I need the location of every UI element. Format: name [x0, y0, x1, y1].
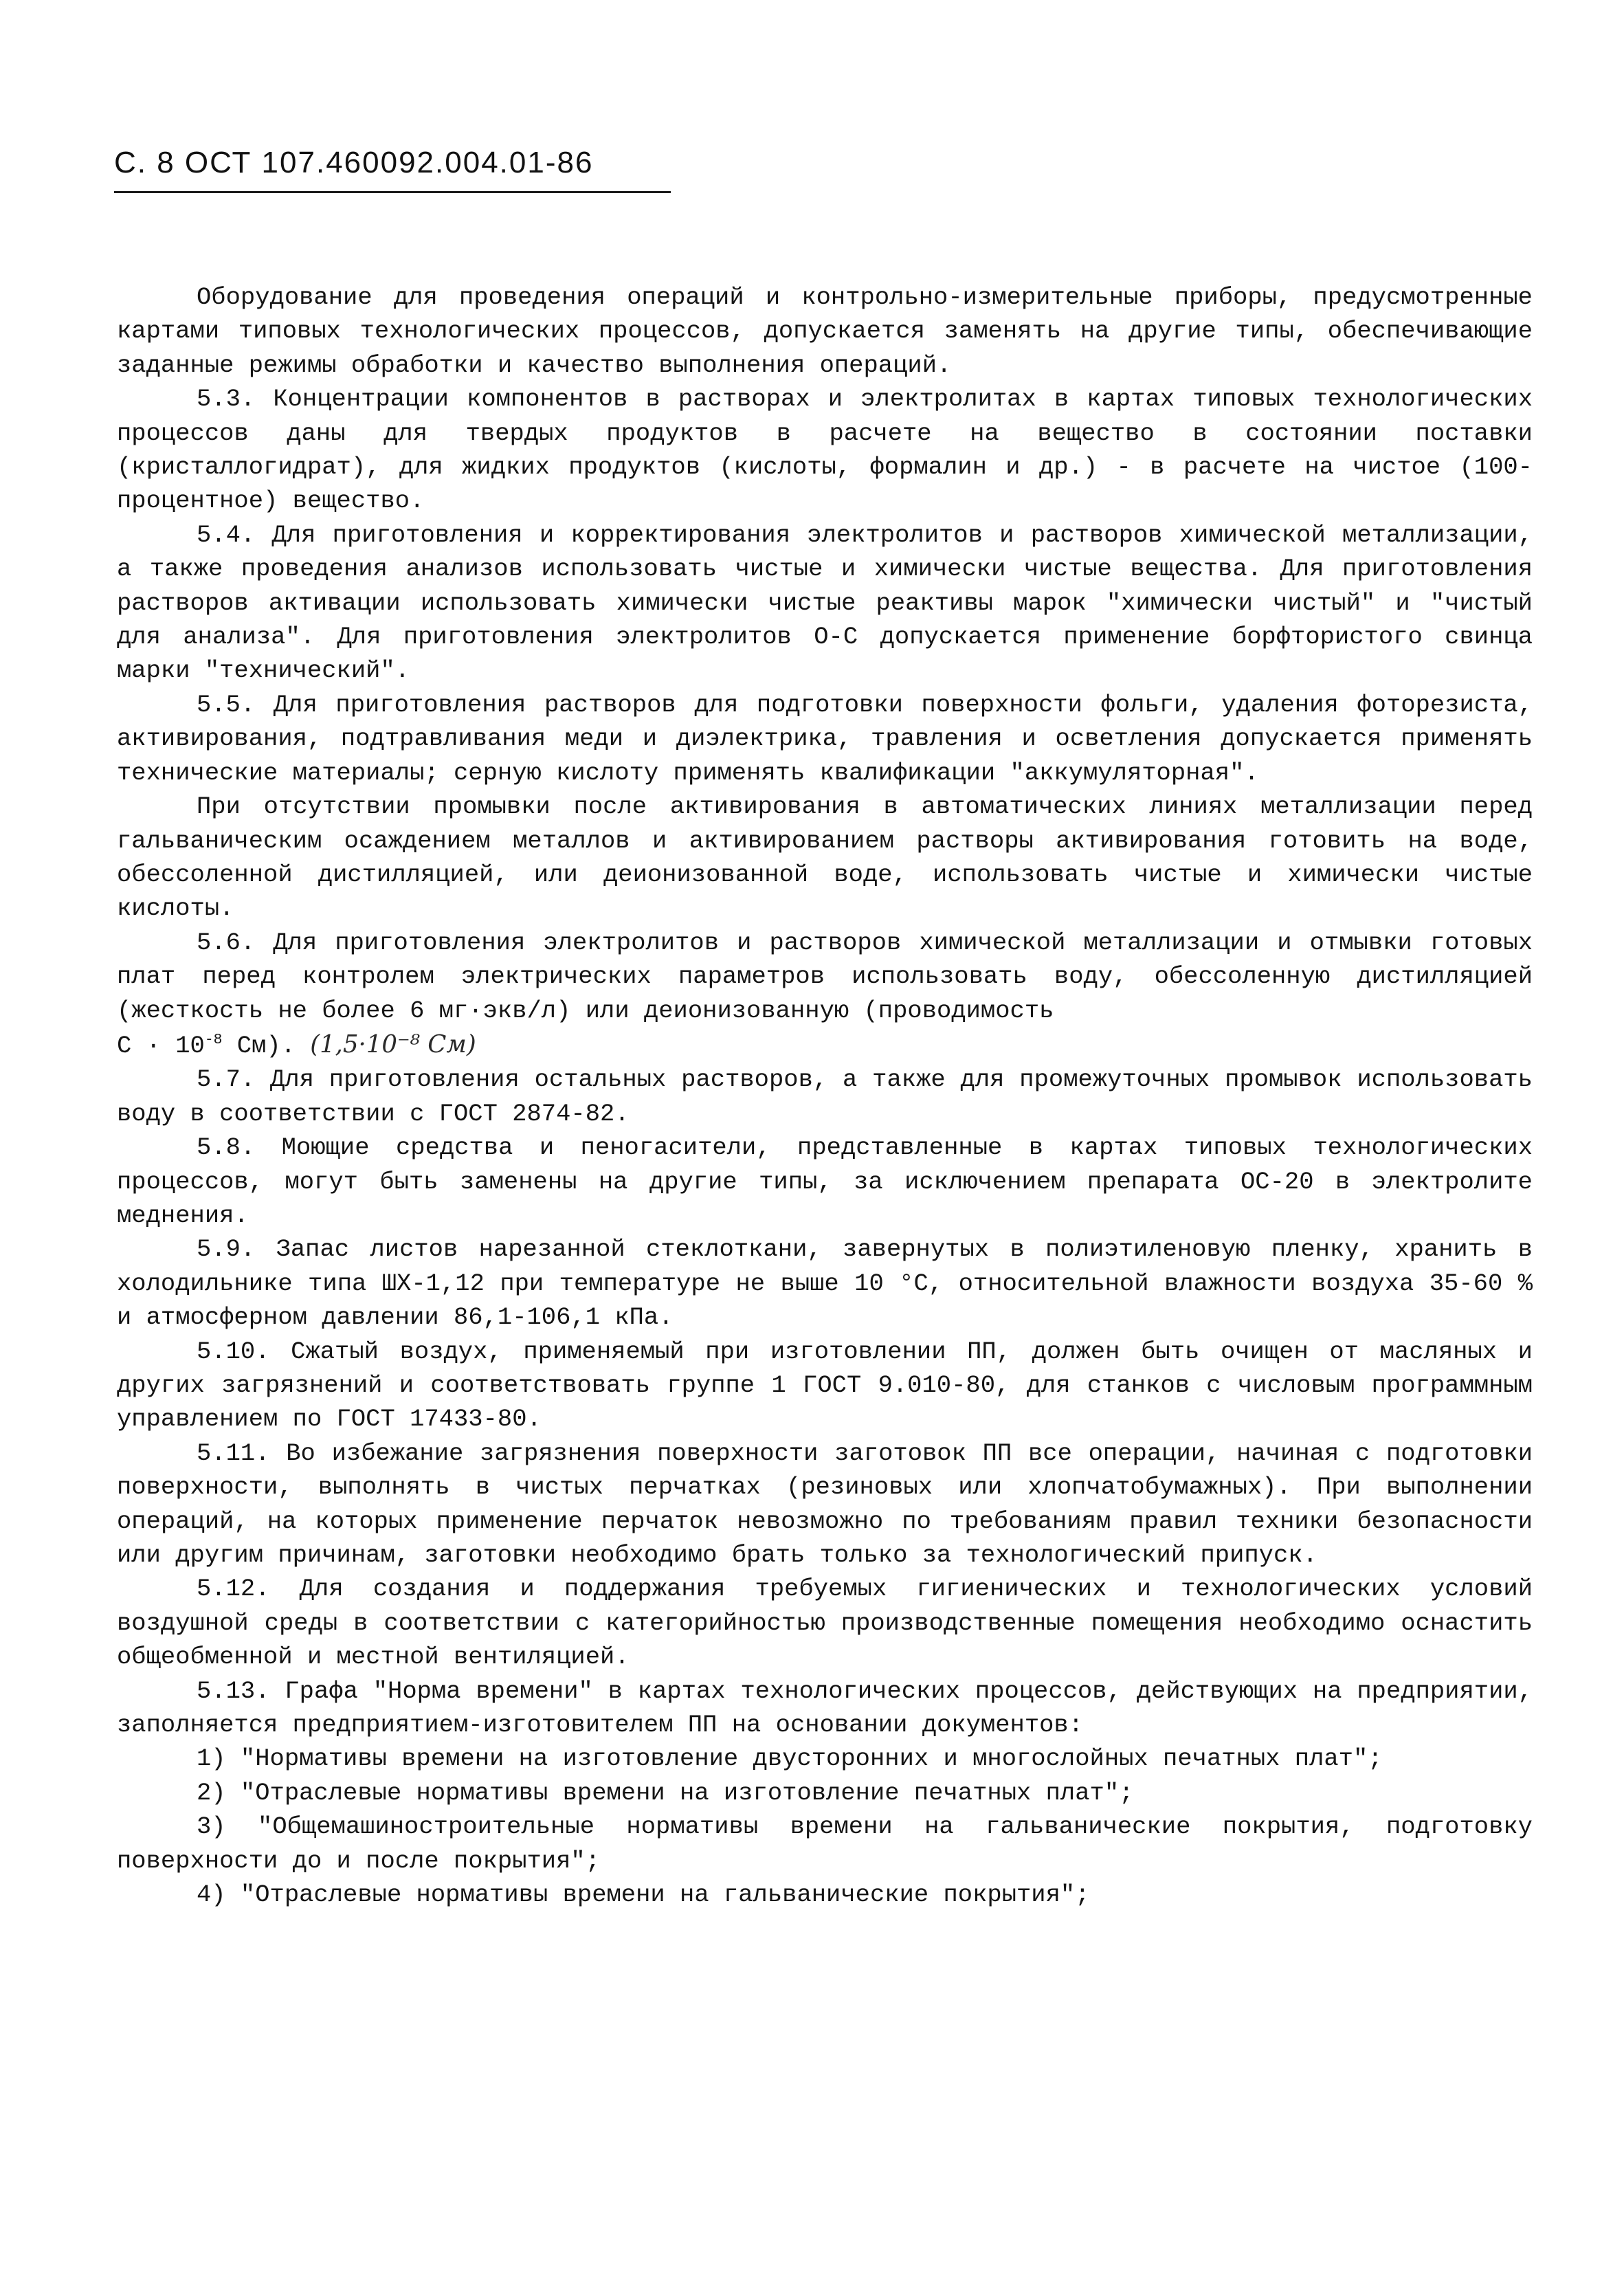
conductivity-mantissa: 10: [175, 1031, 205, 1060]
paragraph-equipment: Оборудование для проведения операций и контрольно-измерительные приборы, предусмотренные картами типовых технологических процессов, допускается заменять на другие типы, обеспечивающие заданные режимы обработки и качество выполнения операций.: [117, 283, 1533, 379]
paragraph-5-8: 5.8. Моющие средства и пеногасители, представленные в картах типовых технологических процессов, могут быть заменены на другие типы, за исключением препарата ОС-20 в электролите меднения.: [117, 1133, 1533, 1230]
conductivity-exponent: -8: [204, 1032, 223, 1049]
paragraph-5-13: 5.13. Графа "Норма времени" в картах технологических процессов, действующих на предприятии, заполняется предприятием-изготовителем ПП на основании документов:: [117, 1676, 1533, 1740]
page-header: С. 8 ОСТ 107.460092.004.01-86: [114, 146, 594, 179]
paragraph-5-6-text: 5.6. Для приготовления электролитов и растворов химической металлизации и отмывки готовых плат перед контролем электрических параметров использовать воду, обессоленную дистилляцией (жесткость не более 6 мг·экв/л) или деионизованную (проводимость: [117, 928, 1533, 1025]
list-item-4: 4) "Отраслевые нормативы времени на гальванические покрытия";: [197, 1881, 1090, 1909]
conductivity-prefix: С ·: [117, 1031, 161, 1060]
paragraph-5-12: 5.12. Для создания и поддержания требуемых гигиенических и технологических условий воздушной среды в соответствии с категорийностью производственные помещения необходимо оснастить общеобменной и местной вентиляцией.: [117, 1575, 1533, 1672]
paragraph-rinse: При отсутствии промывки после активирования в автоматических линиях металлизации перед гальваническим осаждением металлов и активированием растворы активирования готовить на воде, обессоленной дистилляцией, или деионизованной воде, использовать чистые и химически чистые кислоты.: [117, 792, 1533, 923]
list-item-3: 3) "Общемашиностроительные нормативы времени на гальванические покрытия, подготовку поверхности до и после покрытия";: [117, 1812, 1533, 1875]
paragraph-5-3: 5.3. Концентрации компонентов в растворах и электролитах в картах типовых технологических процессов даны для твердых продуктов в расчете на вещество в состоянии поставки (кристаллогидрат), для жидких продуктов (кислоты, формалин и др.) - в расчете на чистое (100-процентное) вещество.: [117, 385, 1533, 515]
paragraph-5-11: 5.11. Во избежание загрязнения поверхности заготовок ПП все операции, начиная с подготовки поверхности, выполнять в чистых перчатках (резиновых или хлопчатобумажных). При выполнении операций, на которых применение перчаток невозможно по требованиям правил техники безопасности или другим причинам, заготовки необходимо брать только за технологический припуск.: [117, 1439, 1533, 1570]
paragraph-5-9: 5.9. Запас листов нарезанной стеклоткани, завернутых в полиэтиленовую пленку, хранить в холодильнике типа ШХ-1,12 при температуре не выше 10 °С, относительной влажности воздуха 35-60 % и атмосферном давлении 86,1-106,1 кПа.: [117, 1235, 1533, 1332]
handwritten-note: (1,5·10⁻⁸ См): [310, 1030, 476, 1058]
paragraph-5-10: 5.10. Сжатый воздух, применяемый при изготовлении ПП, должен быть очищен от масляных и других загрязнений и соответствовать группе 1 ГОСТ 9.010-80, для станков с числовым программным управлением по ГОСТ 17433-80.: [117, 1337, 1533, 1434]
list-item-1: 1) "Нормативы времени на изготовление двусторонних и многослойных печатных плат";: [197, 1744, 1383, 1773]
paragraph-5-4: 5.4. Для приготовления и корректирования электролитов и растворов химической металлизации, а также проведения анализов использовать чистые и химически чистые вещества. Для приготовления растворов активации использовать химически чистые реактивы марок "химически чистый" и "чистый для анализа". Для приготовления электролитов О-С допускается применение борфтористого свинца марки "технический".: [117, 520, 1533, 685]
paragraph-5-6: [117, 926, 1533, 1063]
paragraph-5-7: 5.7. Для приготовления остальных растворов, а также для промежуточных промывок использовать воду в соответствии с ГОСТ 2874-82.: [117, 1065, 1533, 1128]
list-item-2: 2) "Отраслевые нормативы времени на изготовление печатных плат";: [197, 1778, 1134, 1807]
paragraph-5-5: 5.5. Для приготовления растворов для подготовки поверхности фольги, удаления фоторезиста, активирования, подтравливания меди и диэлектрика, травления и осветления допускается применять технические материалы; серную кислоту применять квалификации "аккумуляторная".: [117, 690, 1533, 787]
header-rule: [114, 191, 671, 193]
document-body: [117, 280, 1533, 1912]
conductivity-unit: См).: [236, 1031, 296, 1060]
